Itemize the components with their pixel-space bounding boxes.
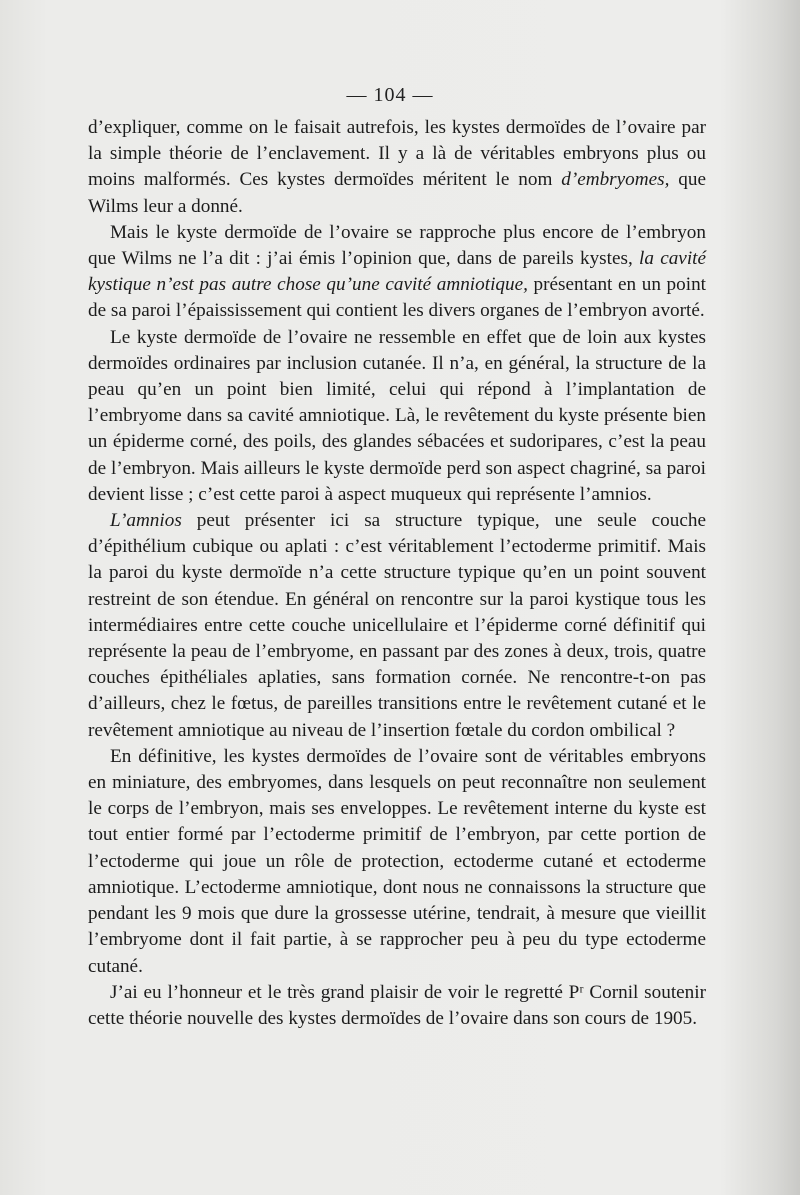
paragraph [88,980,706,1032]
text-run: Mais le kyste dermoïde de l’ovaire se rapproche plus encore de l’embryon que Wilms ne l’a dit : j’ai émis l’opinion que, dans de pareils kystes, [88,221,706,270]
paragraph [88,744,706,980]
text-run: que Wilms leur a donné. [88,169,706,217]
text-run: J’ai eu l’honneur et le très grand plaisir de voir le regretté Pʳ Cornil soutenir cette théorie nouvelle des kystes dermoïdes de l’ovaire dans son cours de 1905. [88,981,706,1029]
text-run: peut présenter ici sa structure typique, une seule couche d’épithélium cubique ou aplati : c’est véritablement l’ectoderme primitif. Mais la paroi du kyste dermoïde n’a cette structure typique qu’en un point souvent restreint de son étendue. En général on rencontre sur la paroi kystique tous les intermédiaires entre cette couche unicellulaire et l’épiderme corné définitif qui représente la peau de l’embryome, en passant par des zones à deux, trois, quatre couches épithéliales aplaties, sans formation cornée. Ne rencontre-t-on pas d’ailleurs, chez le fœtus, de pareilles transitions entre le revêtement cutané et le revêtement amniotique au niveau de l’insertion fœtale du cordon ombilical ? [88,510,706,741]
paragraph [88,508,706,744]
italic-text-run: la cavité kystique n’est pas autre chose qu’une cavité amniotique, [88,248,706,296]
paragraph [88,220,706,325]
body-text [88,115,706,1032]
text-run: Le kyste dermoïde de l’ovaire ne ressemble en effet que de loin aux kystes dermoïdes ordinaires par inclusion cutanée. Il n’a, en général, la structure de la peau qu’en un point bien limité, celui qui répond à l’implantation de l’embryome dans sa cavité amniotique. Là, le revêtement du kyste présente bien un épiderme corné, des poils, des glandes sébacées et sudoripares, c’est la peau de l’embryon. Mais ailleurs le kyste dermoïde perd son aspect chagriné, sa paroi devient lisse ; c’est cette paroi à aspect muqueux qui représente l’amnios. [88,326,706,505]
paragraph [88,325,706,508]
page-number: — 104 — [346,84,434,106]
text-run: d’expliquer, comme on le faisait autrefois, les kystes dermoïdes de l’ovaire par la simple théorie de l’enclavement. Il y a là de véritables embryons plus ou moins malformés. Ces kystes dermoïdes méritent le nom [88,117,706,191]
paragraph [88,115,706,220]
italic-text-run: d’embryomes, [561,169,670,191]
text-run: En définitive, les kystes dermoïdes de l’ovaire sont de véritables embryons en miniature, des embryomes, dans lesquels on peut reconnaître non seulement le corps de l’embryon, mais ses enveloppes. Le revêtement interne du kyste est tout entier formé par l’ectoderme primitif de l’embryon, par cette portion de l’ectoderme qui joue un rôle de protection, ectoderme cutané et ectoderme amniotique. L’ectoderme amniotique, dont nous ne connaissons la structure que pendant les 9 mois que dure la grossesse utérine, tendrait, à mesure que vieillit l’embryome dont il fait partie, à se rapprocher peu à peu du type ectoderme cutané. [88,745,706,977]
italic-text-run: L’amnios [110,510,182,532]
text-run: présentant en un point de sa paroi l’épaississement qui contient les divers organes de l’embryon avorté. [88,274,707,322]
